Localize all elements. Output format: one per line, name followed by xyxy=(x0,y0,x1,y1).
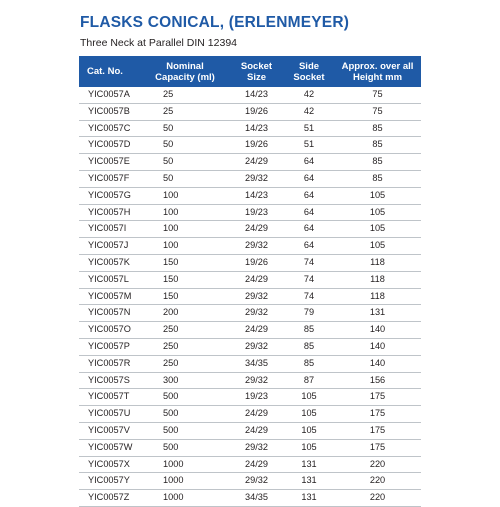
cell-capacity: 200 xyxy=(141,305,229,322)
table-row xyxy=(79,338,421,355)
cell-capacity: 250 xyxy=(141,338,229,355)
cell-cat-no: YIC0057D xyxy=(79,137,141,154)
cell-side-socket: 42 xyxy=(284,103,334,120)
cell-socket: 29/32 xyxy=(229,305,284,322)
table-row xyxy=(79,204,421,221)
cell-capacity: 1000 xyxy=(141,473,229,490)
table-row xyxy=(79,120,421,137)
cell-capacity: 50 xyxy=(141,137,229,154)
cell-socket: 34/35 xyxy=(229,355,284,372)
page-title: FLASKS CONICAL, (ERLENMEYER) xyxy=(80,14,350,31)
cell-cat-no: YIC0057T xyxy=(79,389,141,406)
cell-cat-no: YIC0057Y xyxy=(79,473,141,490)
cell-height: 118 xyxy=(334,254,421,271)
cell-capacity: 150 xyxy=(141,271,229,288)
cell-socket: 29/32 xyxy=(229,439,284,456)
cell-height: 175 xyxy=(334,422,421,439)
cell-side-socket: 131 xyxy=(284,490,334,507)
table-header xyxy=(79,56,421,87)
cell-socket: 24/29 xyxy=(229,422,284,439)
cell-height: 105 xyxy=(334,238,421,255)
cell-cat-no: YIC0057G xyxy=(79,187,141,204)
cell-capacity: 250 xyxy=(141,355,229,372)
cell-capacity: 500 xyxy=(141,422,229,439)
cell-cat-no: YIC0057Z xyxy=(79,490,141,507)
cell-cat-no: YIC0057V xyxy=(79,422,141,439)
cell-height: 140 xyxy=(334,355,421,372)
table-header-row xyxy=(79,56,421,87)
cell-socket: 24/29 xyxy=(229,322,284,339)
column-header-capacity: Nominal Capacity (ml) xyxy=(141,56,229,87)
table-row xyxy=(79,305,421,322)
cell-height: 75 xyxy=(334,103,421,120)
table-row xyxy=(79,473,421,490)
cell-socket: 19/26 xyxy=(229,103,284,120)
table-row xyxy=(79,87,421,103)
column-header-cat-no: Cat. No. xyxy=(79,56,141,87)
cell-height: 105 xyxy=(334,187,421,204)
cell-height: 85 xyxy=(334,170,421,187)
table-row xyxy=(79,422,421,439)
cell-cat-no: YIC0057P xyxy=(79,338,141,355)
cell-side-socket: 51 xyxy=(284,120,334,137)
cell-socket: 29/32 xyxy=(229,170,284,187)
cell-capacity: 500 xyxy=(141,406,229,423)
cell-capacity: 1000 xyxy=(141,490,229,507)
cell-cat-no: YIC0057L xyxy=(79,271,141,288)
table-row xyxy=(79,406,421,423)
cell-height: 175 xyxy=(334,389,421,406)
table-row xyxy=(79,490,421,507)
cell-socket: 24/29 xyxy=(229,271,284,288)
cell-side-socket: 64 xyxy=(284,170,334,187)
column-header-socket: Socket Size xyxy=(229,56,284,87)
table-row xyxy=(79,372,421,389)
cell-height: 140 xyxy=(334,322,421,339)
cell-cat-no: YIC0057N xyxy=(79,305,141,322)
table-row xyxy=(79,137,421,154)
table-body xyxy=(79,87,421,506)
cell-height: 220 xyxy=(334,473,421,490)
cell-height: 175 xyxy=(334,439,421,456)
cell-height: 105 xyxy=(334,204,421,221)
cell-side-socket: 85 xyxy=(284,355,334,372)
cell-socket: 14/23 xyxy=(229,87,284,103)
cell-cat-no: YIC0057J xyxy=(79,238,141,255)
cell-socket: 29/32 xyxy=(229,288,284,305)
spec-table xyxy=(79,56,421,507)
table-row xyxy=(79,170,421,187)
page-subtitle: Three Neck at Parallel DIN 12394 xyxy=(80,37,237,49)
cell-side-socket: 51 xyxy=(284,137,334,154)
cell-side-socket: 64 xyxy=(284,238,334,255)
cell-height: 220 xyxy=(334,456,421,473)
cell-height: 131 xyxy=(334,305,421,322)
cell-height: 75 xyxy=(334,87,421,103)
cell-cat-no: YIC0057B xyxy=(79,103,141,120)
table-row xyxy=(79,288,421,305)
cell-cat-no: YIC0057F xyxy=(79,170,141,187)
cell-capacity: 250 xyxy=(141,322,229,339)
cell-capacity: 100 xyxy=(141,187,229,204)
cell-capacity: 100 xyxy=(141,204,229,221)
table-row xyxy=(79,238,421,255)
cell-cat-no: YIC0057H xyxy=(79,204,141,221)
cell-side-socket: 64 xyxy=(284,221,334,238)
cell-height: 85 xyxy=(334,137,421,154)
cell-capacity: 25 xyxy=(141,103,229,120)
cell-side-socket: 79 xyxy=(284,305,334,322)
table-row xyxy=(79,187,421,204)
cell-capacity: 1000 xyxy=(141,456,229,473)
cell-side-socket: 85 xyxy=(284,322,334,339)
cell-side-socket: 74 xyxy=(284,288,334,305)
table-row xyxy=(79,254,421,271)
cell-side-socket: 85 xyxy=(284,338,334,355)
table-row xyxy=(79,154,421,171)
cell-socket: 14/23 xyxy=(229,187,284,204)
cell-side-socket: 105 xyxy=(284,439,334,456)
table-row xyxy=(79,103,421,120)
cell-side-socket: 74 xyxy=(284,271,334,288)
cell-cat-no: YIC0057A xyxy=(79,87,141,103)
cell-capacity: 25 xyxy=(141,87,229,103)
cell-socket: 34/35 xyxy=(229,490,284,507)
cell-cat-no: YIC0057C xyxy=(79,120,141,137)
column-header-side-socket: Side Socket xyxy=(284,56,334,87)
cell-cat-no: YIC0057E xyxy=(79,154,141,171)
table-row xyxy=(79,221,421,238)
cell-height: 220 xyxy=(334,490,421,507)
cell-capacity: 500 xyxy=(141,389,229,406)
table-row xyxy=(79,439,421,456)
cell-socket: 24/29 xyxy=(229,221,284,238)
column-header-height: Approx. over all Height mm xyxy=(334,56,421,87)
cell-socket: 19/26 xyxy=(229,137,284,154)
cell-socket: 29/32 xyxy=(229,338,284,355)
cell-height: 140 xyxy=(334,338,421,355)
cell-side-socket: 105 xyxy=(284,422,334,439)
table-row xyxy=(79,456,421,473)
cell-capacity: 50 xyxy=(141,154,229,171)
cell-side-socket: 64 xyxy=(284,187,334,204)
table-row xyxy=(79,271,421,288)
cell-side-socket: 131 xyxy=(284,473,334,490)
cell-height: 118 xyxy=(334,288,421,305)
cell-height: 85 xyxy=(334,154,421,171)
cell-socket: 29/32 xyxy=(229,473,284,490)
table-row xyxy=(79,322,421,339)
cell-side-socket: 64 xyxy=(284,204,334,221)
cell-side-socket: 105 xyxy=(284,406,334,423)
cell-height: 105 xyxy=(334,221,421,238)
cell-cat-no: YIC0057M xyxy=(79,288,141,305)
cell-cat-no: YIC0057K xyxy=(79,254,141,271)
cell-side-socket: 105 xyxy=(284,389,334,406)
cell-socket: 24/29 xyxy=(229,406,284,423)
cell-socket: 29/32 xyxy=(229,372,284,389)
cell-capacity: 50 xyxy=(141,120,229,137)
cell-height: 85 xyxy=(334,120,421,137)
table-row xyxy=(79,355,421,372)
cell-height: 175 xyxy=(334,406,421,423)
cell-cat-no: YIC0057X xyxy=(79,456,141,473)
cell-cat-no: YIC0057I xyxy=(79,221,141,238)
cell-capacity: 150 xyxy=(141,254,229,271)
cell-socket: 24/29 xyxy=(229,456,284,473)
cell-socket: 19/23 xyxy=(229,204,284,221)
cell-side-socket: 131 xyxy=(284,456,334,473)
cell-socket: 14/23 xyxy=(229,120,284,137)
cell-side-socket: 87 xyxy=(284,372,334,389)
cell-capacity: 300 xyxy=(141,372,229,389)
cell-capacity: 100 xyxy=(141,238,229,255)
cell-cat-no: YIC0057U xyxy=(79,406,141,423)
cell-capacity: 50 xyxy=(141,170,229,187)
cell-socket: 19/23 xyxy=(229,389,284,406)
cell-cat-no: YIC0057R xyxy=(79,355,141,372)
cell-capacity: 100 xyxy=(141,221,229,238)
table-row xyxy=(79,389,421,406)
cell-side-socket: 64 xyxy=(284,154,334,171)
cell-capacity: 150 xyxy=(141,288,229,305)
cell-side-socket: 42 xyxy=(284,87,334,103)
cell-cat-no: YIC0057S xyxy=(79,372,141,389)
cell-capacity: 500 xyxy=(141,439,229,456)
cell-height: 118 xyxy=(334,271,421,288)
cell-socket: 19/26 xyxy=(229,254,284,271)
cell-side-socket: 74 xyxy=(284,254,334,271)
cell-socket: 29/32 xyxy=(229,238,284,255)
cell-height: 156 xyxy=(334,372,421,389)
cell-cat-no: YIC0057O xyxy=(79,322,141,339)
cell-socket: 24/29 xyxy=(229,154,284,171)
cell-cat-no: YIC0057W xyxy=(79,439,141,456)
